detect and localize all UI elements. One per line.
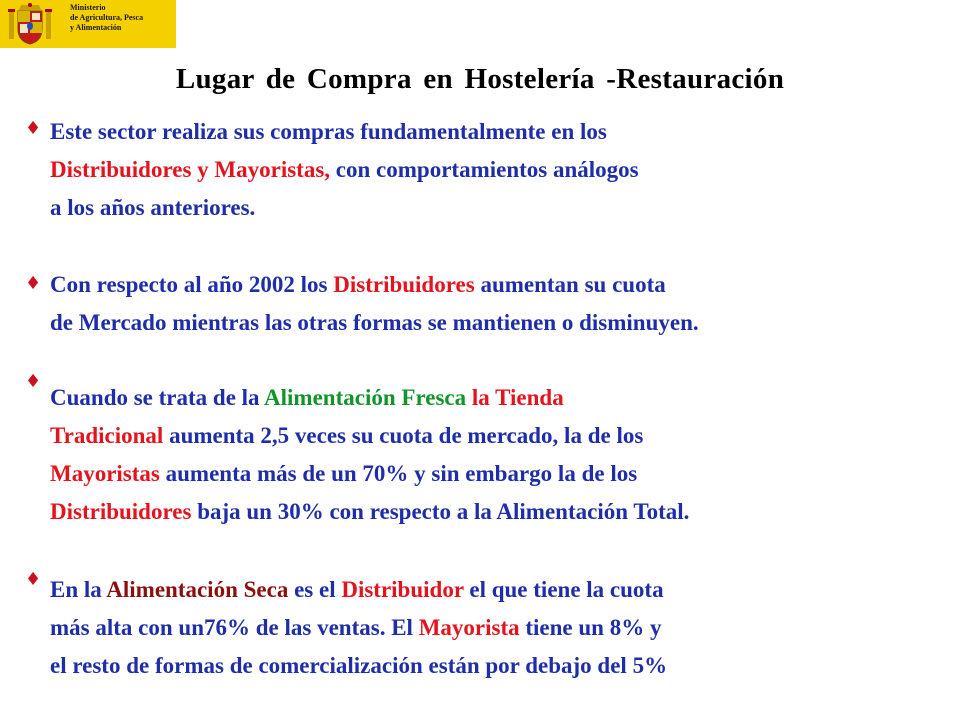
text-run: más alta con un76% de las ventas. El (50, 615, 419, 640)
bullet-line (50, 647, 667, 685)
bullet-line (50, 266, 699, 304)
bullet-1 (50, 113, 639, 227)
text-run: de Mercado mientras las otras formas se mantienen o disminuyen. (50, 310, 699, 335)
ministry-line-3: y Alimentación (70, 23, 122, 32)
diamond-bullet-icon: ♦ (25, 118, 42, 139)
diamond-bullet-icon: ♦ (25, 273, 42, 294)
text-run: Mayoristas (50, 461, 160, 486)
text-run: el resto de formas de comercialización están por debajo del 5% (50, 653, 668, 678)
bullet-line (50, 113, 639, 151)
bullet-line (50, 417, 689, 455)
bullet-line (50, 151, 639, 189)
text-run: Este sector realiza sus compras fundamentalmente en los (50, 119, 607, 144)
bullet-line (50, 379, 689, 417)
bullet-line (50, 455, 689, 493)
bullet-4 (50, 571, 667, 685)
ministry-line-2: de Agricultura, Pesca (70, 13, 144, 22)
text-run: Distribuidor (341, 577, 464, 602)
bullet-line (50, 571, 667, 609)
text-run: Alimentación Seca (106, 577, 289, 602)
spain-coat-of-arms-icon (7, 3, 53, 45)
text-run: Cuando se trata de la (50, 385, 265, 410)
text-run: Con respecto al año 2002 los (50, 272, 334, 297)
bullet-3 (50, 379, 689, 531)
bullet-line (50, 304, 699, 342)
text-run: Distribuidores (333, 272, 475, 297)
text-run: baja un 30% con respecto a la Alimentación Total. (191, 499, 690, 524)
bullet-line (50, 609, 667, 647)
text-run: aumentan su cuota (474, 272, 666, 297)
text-run: el que tiene la cuota (463, 577, 664, 602)
text-run: a los años anteriores. (50, 195, 256, 220)
text-run: En la (50, 577, 107, 602)
text-run: Tradicional (50, 423, 164, 448)
text-run: Distribuidores y Mayoristas, (50, 157, 331, 182)
text-run: Alimentación Fresca (264, 385, 467, 410)
text-run: aumenta más de un 70% y sin embargo la de los (159, 461, 638, 486)
bullet-line (50, 189, 639, 227)
bullet-2 (50, 266, 699, 342)
bullet-line (50, 493, 689, 531)
text-run: es el (288, 577, 342, 602)
ministry-name (70, 3, 143, 33)
text-run: Distribuidores (50, 499, 192, 524)
text-run: con comportamientos análogos (330, 157, 639, 182)
ministry-line-1: Ministerio (70, 3, 106, 12)
text-run: Mayorista (418, 615, 520, 640)
text-run: la Tienda (466, 385, 564, 410)
text-run: aumenta 2,5 veces su cuota de mercado, la de los (163, 423, 644, 448)
diamond-bullet-icon: ♦ (25, 371, 42, 392)
slide-title: Lugar de Compra en Hostelería -Restauración (175, 63, 785, 95)
ministry-logo (0, 0, 176, 48)
text-run: tiene un 8% y (519, 615, 662, 640)
diamond-bullet-icon: ♦ (25, 569, 42, 590)
